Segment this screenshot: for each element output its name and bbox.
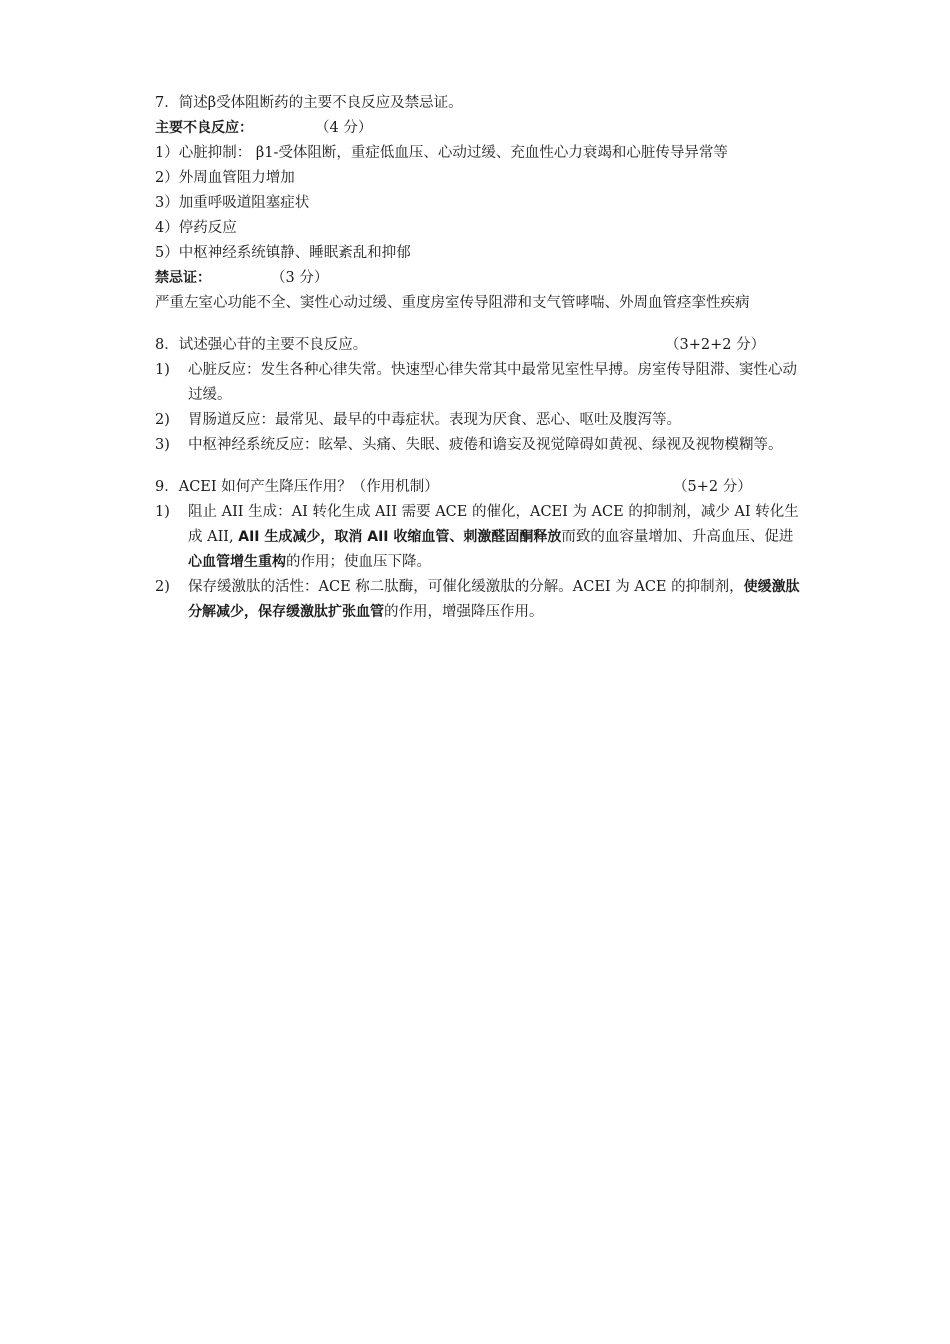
q7-item-5: 5）中枢神经系统镇静、睡眠紊乱和抑郁: [155, 245, 411, 261]
q8-item-3-text: 中枢神经系统反应：眩晕、头痛、失眠、疲倦和谵妄及视觉障碍如黄视、绿视及视物模糊等。: [188, 437, 783, 453]
q7-contra-text: 严重左室心功能不全、窦性心动过缓、重度房室传导阻滞和支气管哮喘、外周血管痉挛性疾病: [155, 295, 750, 311]
q7-item-1: 1）心脏抑制： β1-受体阻断，重症低血压、心动过缓、充血性心力衰竭和心脏传导异常等: [155, 145, 728, 161]
q9-item-1-text-a: 阻止 AII 生成：AI 转化生成 AII 需要 ACE 的催化，ACEI 为 ACE 的抑制剂，减少 AI 转化生成 AII,: [188, 504, 799, 545]
q8-item-2-text: 胃肠道反应：最常见、最早的中毒症状。表现为厌食、恶心、呕吐及腹泻等。: [188, 412, 681, 428]
q8-item-2-num: 2): [155, 412, 170, 428]
q7-item-2: 2）外周血管阻力增加: [155, 170, 295, 186]
q9-item-2: [155, 575, 805, 625]
q9-title: 9．ACEI 如何产生降压作用？（作用机制）: [155, 479, 439, 495]
q8-item-3-num: 3): [155, 437, 170, 453]
q7-contra-heading: [155, 266, 805, 291]
q8-title: 8．试述强心苷的主要不良反应。: [155, 337, 368, 353]
q9-heading: [155, 475, 805, 500]
q8-heading: [155, 333, 805, 358]
q7-adverse-label: 主要不良反应：: [155, 120, 253, 136]
q9-item-1-bold-b: 心血管增生重构: [188, 554, 286, 570]
q9-item-2-text-b: 的作用，增强降压作用。: [384, 604, 544, 620]
q9-score: （5+2 分）: [673, 479, 752, 495]
q9-item-2-bold-a: 使缓激肽分解减少，保存缓激肽扩张血管: [188, 579, 800, 620]
q7-adverse-heading: [155, 116, 805, 141]
q8-score: （3+2+2 分）: [665, 337, 766, 353]
q9-item-2-num: 2): [155, 579, 170, 595]
q8-item-1-num: 1): [155, 362, 170, 378]
q8-item-1: [155, 358, 805, 408]
q7-item-4: 4）停药反应: [155, 220, 237, 236]
q9-item-1-text-b: 而致的血容量增加、升高血压、促进: [561, 529, 794, 545]
document-content: [155, 91, 805, 625]
q9-item-1: [155, 500, 805, 575]
q9-item-2-text-a: 保存缓激肽的活性：ACE 称二肽酶，可催化缓激肽的分解。ACEI 为 ACE 的抑制剂，: [188, 579, 744, 595]
q8-item-1-text: 心脏反应：发生各种心律失常。快速型心律失常其中最常见室性早搏。房室传导阻滞、窦性心动过缓。: [188, 362, 797, 403]
q9-item-1-bold-a: AII 生成减少，取消 AII 收缩血管、刺激醛固酮释放: [238, 529, 562, 545]
q7-contra-label: 禁忌证：: [155, 270, 211, 286]
q7-adverse-score: （4 分）: [315, 120, 373, 136]
q7-contra-score: （3 分）: [271, 270, 329, 286]
q7-title: 7．简述β受体阻断药的主要不良反应及禁忌证。: [155, 95, 463, 111]
q9-item-1-text-c: 的作用；使血压下降。: [286, 554, 431, 570]
q7-item-3: 3）加重呼吸道阻塞症状: [155, 195, 310, 211]
q9-item-1-num: 1): [155, 504, 170, 520]
q8-item-2: [155, 408, 805, 433]
q8-item-3: [155, 433, 805, 458]
